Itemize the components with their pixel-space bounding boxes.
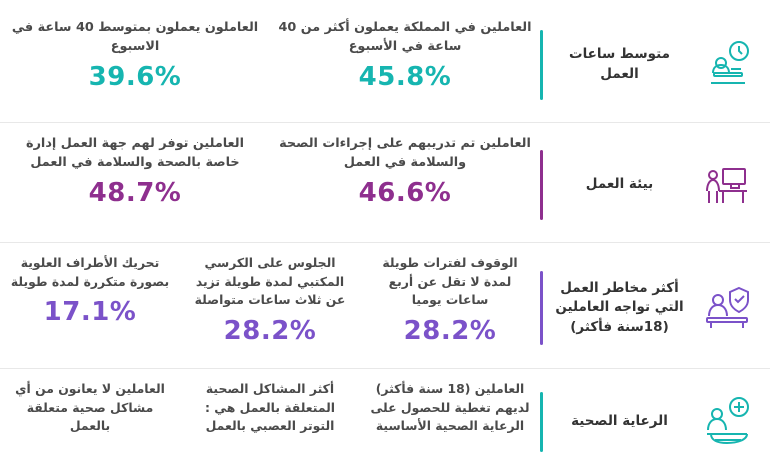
stat-value: 46.6%	[358, 178, 452, 209]
category-health-care	[540, 374, 770, 470]
row-working-hours	[0, 0, 770, 122]
stats-health-care	[0, 374, 540, 470]
category-work-environment	[540, 128, 770, 242]
stat-item	[0, 374, 180, 470]
category-label-work-risks: أكثر مخاطر العمل التي تواجه العاملين (18سنة فأكثر)	[555, 279, 684, 335]
stat-item	[360, 248, 540, 368]
category-label-working-hours: متوسط ساعات العمل	[569, 46, 670, 82]
clock-desk-worker-icon	[696, 39, 760, 91]
stat-value: 39.6%	[88, 62, 182, 93]
stats-work-risks	[0, 248, 540, 368]
stat-value: 17.1%	[43, 297, 137, 328]
stat-item	[0, 8, 270, 122]
stat-value: 28.2%	[403, 315, 497, 346]
stat-label: الوقوف لفترات طويلة لمدة لا تقل عن أربع ساعات يوميا	[382, 255, 518, 308]
stat-label: تحريك الأطراف العلوية بصورة متكررة لمدة طويلة	[10, 255, 170, 289]
stat-label: الجلوس على الكرسي المكتبي لمدة طويلة تزيد عن ثلاث ساعات متواصلة	[194, 255, 346, 308]
stat-value: 48.7%	[88, 178, 182, 209]
stats-working-hours	[0, 8, 540, 122]
stat-label: العاملون يعملون بمتوسط 40 ساعة في الاسبوع	[11, 20, 259, 55]
category-label-health-care: الرعاية الصحية	[571, 413, 668, 430]
stat-value: 45.8%	[358, 62, 452, 93]
category-working-hours	[540, 8, 770, 122]
stat-value: 28.2%	[223, 315, 317, 346]
desk-workstation-icon	[696, 159, 760, 211]
accent-bar-work-environment	[540, 150, 543, 221]
row-work-environment	[0, 122, 770, 242]
category-work-risks	[540, 248, 770, 368]
medical-care-icon	[696, 396, 760, 448]
accent-bar-work-risks	[540, 271, 543, 345]
stat-label: العاملين (18 سنة فأكثر) لديهم تغطية للحصول على الرعاية الصحية الأساسية	[370, 381, 530, 434]
row-work-risks	[0, 242, 770, 368]
stat-item	[0, 248, 180, 368]
stats-work-environment	[0, 128, 540, 242]
stat-label: العاملين لا يعانون من أي مشاكل صحية متعلقة بالعمل	[15, 381, 165, 434]
stat-label: أكثر المشاكل الصحية المتعلقة بالعمل هي : التوتر العصبي بالعمل	[204, 381, 336, 434]
stat-label: العاملين في المملكة يعملون أكثر من 40 ساعة في الأسبوع	[278, 20, 532, 55]
stat-item	[270, 128, 540, 242]
accent-bar-health-care	[540, 392, 543, 452]
category-label-work-environment: بيئة العمل	[585, 176, 654, 193]
stat-item	[270, 8, 540, 122]
stat-item	[180, 248, 360, 368]
stat-item	[360, 374, 540, 470]
accent-bar-working-hours	[540, 30, 543, 101]
stat-item	[180, 374, 360, 470]
stat-label: العاملين تم تدريبهم على إجراءات الصحة والسلامة في العمل	[279, 136, 531, 171]
stat-label: العاملين توفر لهم جهة العمل إدارة خاصة بالصحة والسلامة في العمل	[26, 136, 244, 171]
row-health-care	[0, 368, 770, 470]
shield-worker-icon	[696, 282, 760, 334]
stat-item	[0, 128, 270, 242]
